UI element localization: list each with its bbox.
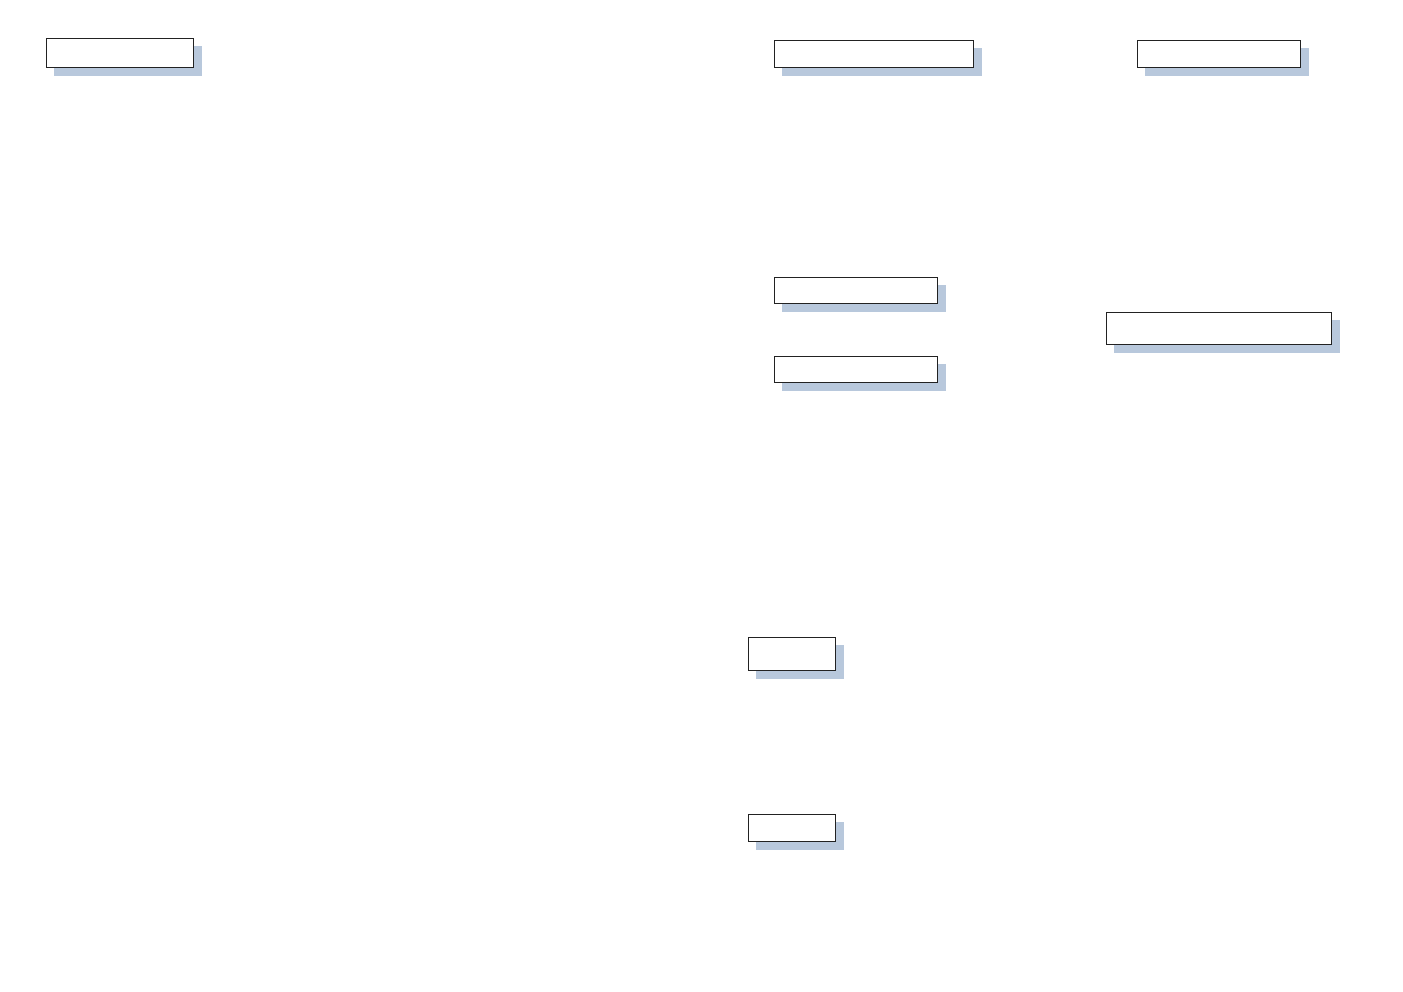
mission-title xyxy=(774,356,938,383)
schedule-title xyxy=(748,814,836,842)
dawn-prayer-title xyxy=(774,277,938,304)
wednesday-service-title xyxy=(1137,40,1301,68)
training-title xyxy=(1106,312,1332,345)
afternoon-service-title xyxy=(774,40,974,68)
morning-service-title xyxy=(46,38,194,68)
church-intro-title xyxy=(748,637,836,671)
